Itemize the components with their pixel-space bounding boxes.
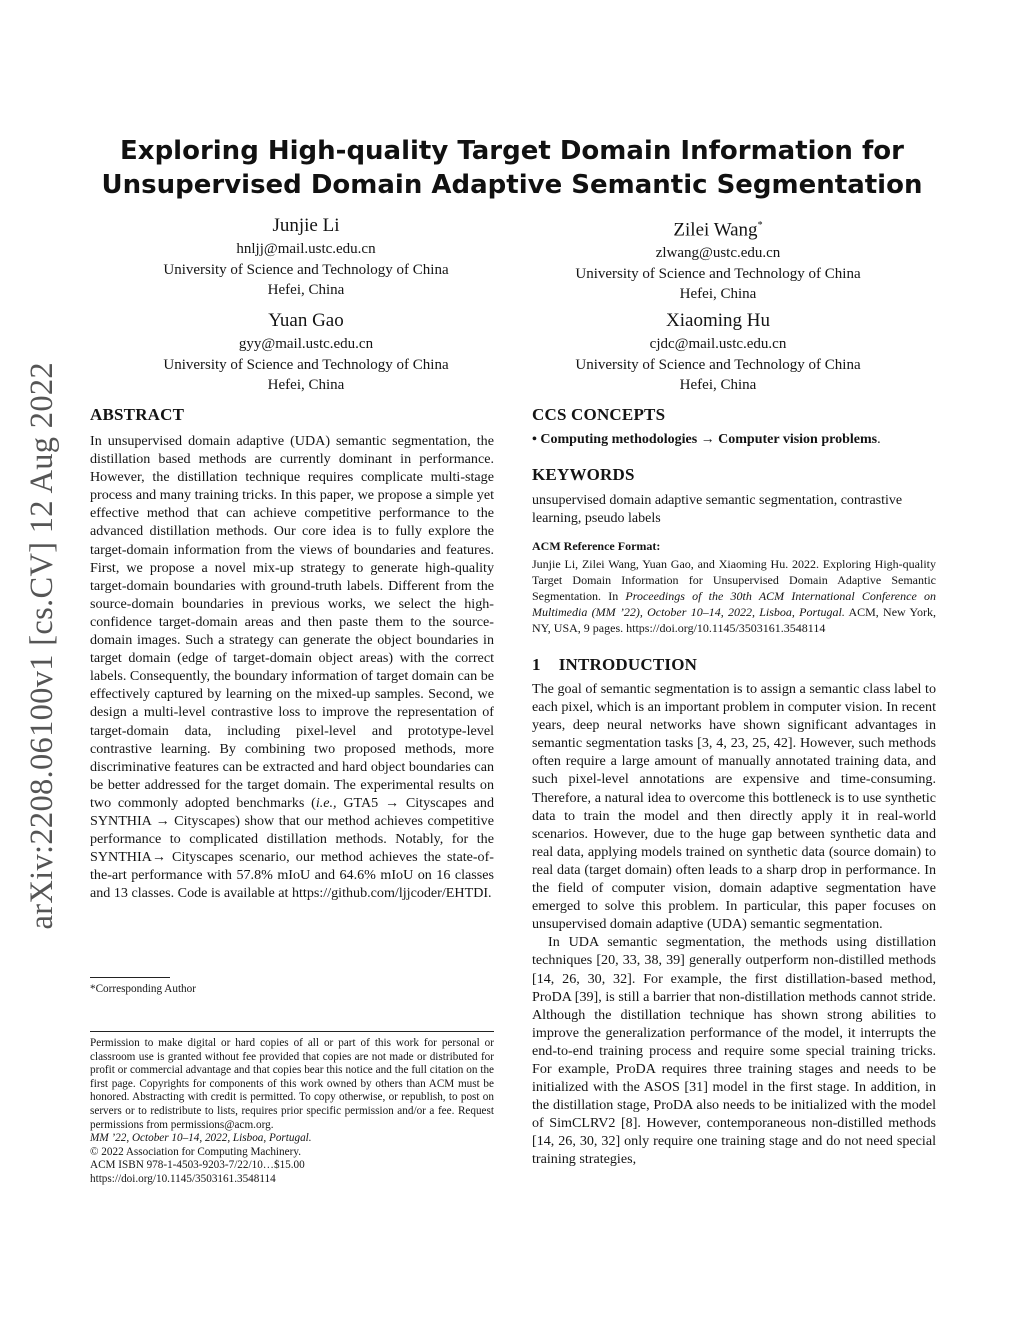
acm-reference-heading: ACM Reference Format: (532, 539, 661, 553)
author-affiliation: University of Science and Technology of China (575, 356, 861, 373)
author-location: Hefei, China (679, 286, 757, 303)
corresponding-mark: * (757, 220, 763, 231)
author-location: Hefei, China (267, 282, 345, 298)
venue-line: MM ’22, October 10–14, 2022, Lisboa, Portugal. (90, 1132, 312, 1145)
permission-text: Permission to make digital or hard copies of all or part of this work for personal or classroom use is granted without fee provided that copies are not made or distributed for profit or commercial advantage and that copies bear this notice and the full citation on the first page. Copyrights for components of this work owned by others than ACM must be honored. Abstracting with credit is permitted. To copy otherwise, or republish, to post on servers or to redistribute to lists, requires prior specific permission and/or a fee. Request permissions from permissions@acm.org. (90, 1037, 494, 1131)
keywords-heading: KEYWORDS (532, 465, 635, 484)
author-location: Hefei, China (267, 377, 345, 393)
isbn-line: ACM ISBN 978-1-4503-9203-7/22/10…$15.00 (90, 1159, 305, 1172)
ccs-item: • Computing methodologies → Computer vision problems. (532, 432, 881, 447)
permission-rule (90, 1031, 494, 1032)
doi-line: https://doi.org/10.1145/3503161.3548114 (90, 1172, 276, 1185)
author-email: gyy@mail.ustc.edu.cn (238, 336, 374, 352)
abstract-text: In unsupervised domain adaptive (UDA) semantic segmentation, the distillation based methods are currently dominant in performance. However, the distillation technique requires complicate multi-stage process and many training tricks. In this paper, we propose a simple yet effective method that can achieve competitive performance to the advanced distillation methods. Our core idea is to fully explore the target-domain information from the views of boundaries and features. First, we propose a novel mix-up strategy to generate high-quality target-domain boundaries with ground-truth labels. Different from the source-domain boundaries in previous works, we select the high-confidence target-domain areas and then paste them to the source-domain images. Such a strategy can generate the object boundaries in target domain (edge of target-domain object areas) with the correct labels. Consequently, the boundary information of target domain can be effectively captured by learning on the mixed-up samples. Second, we design a multi-level contrastive loss to improve the representation of target-domain data, including pixel-level and prototype-level contrastive learning. By combining two proposed methods, more discriminative features can be extracted and hard object boundaries can be better addressed for the target domain. The experimental results on two commonly adopted benchmarks (i.e., GTA5 → Cityscapes and SYNTHIA → Cityscapes) show that our method achieves competitive performance to complicated distillation methods. Notably, for the SYNTHIA→ Cityscapes scenario, our method achieves the state-of-the-art performance with 57.8% mIoU and 64.6% mIoU on 16 classes and 13 classes. Code is available at https://github.com/ljjcoder/EHTDI. (90, 433, 494, 902)
title-line-1: Exploring High-quality Target Domain Information for (120, 136, 904, 166)
author-name: Zilei Wang* (673, 219, 763, 241)
ccs-heading: CCS CONCEPTS (532, 405, 666, 424)
author-block-1 (106, 214, 506, 301)
author-email: cjdc@mail.ustc.edu.cn (649, 336, 787, 352)
author-affiliation: University of Science and Technology of China (575, 265, 861, 282)
author-name: Yuan Gao (268, 310, 344, 331)
right-column (532, 404, 936, 1169)
author-block-4 (518, 309, 918, 396)
permission-block (90, 1037, 494, 1187)
arxiv-stamp-text: arXiv:2208.06100v1 [cs.CV] 12 Aug 2022 (23, 362, 60, 930)
author-affiliation: University of Science and Technology of China (163, 261, 449, 278)
keywords-text: unsupervised domain adaptive semantic segmentation, contrastive learning, pseudo labels (532, 493, 903, 526)
abstract-heading: ABSTRACT (90, 405, 185, 424)
author-name: Xiaoming Hu (666, 310, 770, 331)
author-affiliation: University of Science and Technology of China (163, 356, 449, 373)
author-location: Hefei, China (679, 377, 757, 393)
author-email: zlwang@ustc.edu.cn (655, 245, 781, 262)
introduction-heading (532, 654, 936, 676)
footnote-rule (90, 977, 170, 978)
arxiv-stamp (14, 346, 70, 946)
intro-paragraph-2: In UDA semantic segmentation, the methods using distillation techniques [20, 33, 38, 39] generally outperform non-distilled methods [14, 26, 30, 32]. For example, the first distillation-based method, ProDA [39], is still a barrier that non-distillation methods cannot stride. Although the distillation technique has shown strong abilities to improve the generalization performance of the model, it interrupts the end-to-end training process and require some special training tricks. For example, ProDA requires three training stages and needs to be initialized with the ASOS [31] model in the first stage. In addition, in the distillation stage, ProDA also needs to be initialized with the model of SimCLRV2 [8]. However, contemporaneous non-distilled methods [14, 26, 30, 32] only require one training stage and do not need special training strategies, (532, 934, 936, 1168)
abstract-section (90, 404, 494, 902)
author-email: hnljj@mail.ustc.edu.cn (236, 241, 376, 257)
author-block-3 (106, 309, 506, 396)
intro-paragraph-1: The goal of semantic segmentation is to assign a semantic class label to each pixel, which is an important problem in computer vision. In recent years, deep neural networks have shown significant advantages in semantic segmentation tasks [3, 4, 23, 25, 42]. However, such methods often require a large amount of manually annotated training data, and such pixel-level annotations are expensive and time-consuming. Therefore, a natural idea to overcome this bottleneck is to use synthetic data to train the model and then directly apply it in real-world scenarios. However, due to the huge gap between synthetic data and real data, applying models trained on synthetic data (source domain) to real data (target domain) often leads to a sharp drop in performance. In the field of computer vision, domain adaptive segmentation have emerged to solve this problem. In particular, this paper focuses on unsupervised domain adaptive (UDA) semantic segmentation. (532, 681, 936, 933)
footnote: *Corresponding Author (90, 983, 196, 995)
paper-title (100, 134, 924, 202)
title-line-2: Unsupervised Domain Adaptive Semantic Segmentation (101, 170, 923, 200)
author-block-2 (518, 214, 918, 305)
acm-reference-text: Junjie Li, Zilei Wang, Yuan Gao, and Xiaoming Hu. 2022. Exploring High-quality Target Domain Information for Unsupervised Domain Adaptive Semantic Segmentation. In Proceedings of the 30th ACM International Conference on Multimedia (MM ’22), October 10–14, 2022, Lisboa, Portugal. ACM, New York, NY, USA, 9 pages. https://doi.org/10.1145/3503161.3548114 (532, 557, 936, 635)
section-title: INTRODUCTION (558, 655, 698, 674)
copyright-line: © 2022 Association for Computing Machinery. (90, 1145, 301, 1158)
section-number: 1 (532, 655, 541, 674)
author-name: Junjie Li (272, 215, 340, 236)
